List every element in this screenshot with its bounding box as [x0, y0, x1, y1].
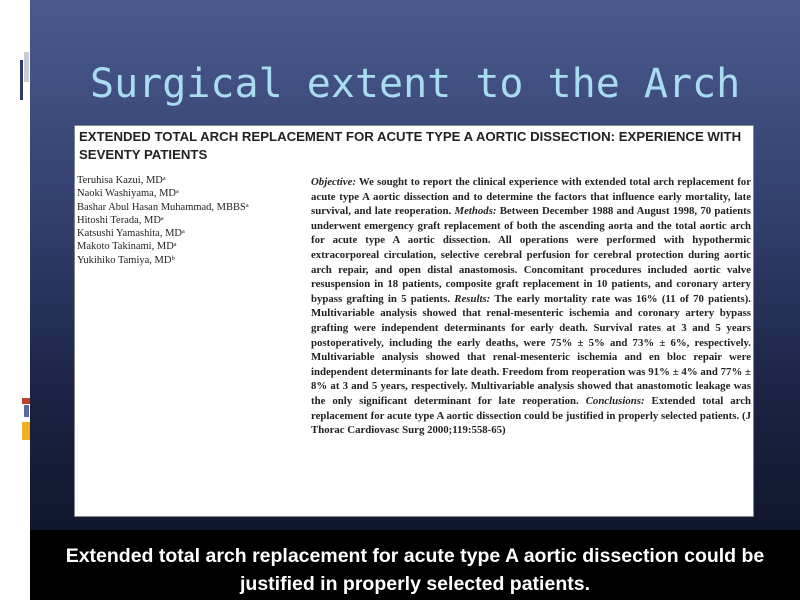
objective-text: We sought to report the clinical experience with extended total arch replacement for acute type A aortic dissection and to determine the factors that influence early mortality, late survival, and late reoperation.: [311, 176, 751, 218]
decorative-bar: [24, 405, 29, 417]
citation: (J Thorac Cardiovasc Surg 2000;119:558-65): [311, 409, 751, 437]
results-text: The early mortality rate was 16% (11 of 70 patients). Multivariable analysis showed that renal-mesenteric ischemia and coronary artery bypass grafting were independent determinants for early death. Survival rates at 3 and 5 years postoperatively, including the early deaths, were 75% ± 5% and 73% ± 6%, respectively. Multivariable analysis showed that renal-mesenteric ischemia and en bloc repair were independent determinants for late death. Freedom from reoperation was 91% ± 4% and 77% ± 8% at 3 and 5 years, respectively. Multivariable analysis showed that anastomotic leakage was the only significant determinant for late reoperation.: [311, 292, 751, 407]
methods-text: Between December 1988 and August 1998, 70 patients underwent emergency graft replacement of both the ascending aorta and the total aortic arch for acute type A aortic dissection. All operations were performed with hypothermic extracorporeal circulation, selective cerebral perfusion for cerebral protection during aortic arch repair, and open distal anastomosis. Concomitant procedures included aortic valve resuspension in 18 patients, composite graft replacement in 10 patients, and coronary artery bypass grafting in 5 patients.: [311, 205, 751, 305]
decorative-bar: [20, 60, 23, 100]
caption-text: Extended total arch replacement for acute type A aortic dissection could be justified in properly selected patients.: [65, 545, 765, 595]
author-name: Teruhisa Kazui, MDᵃ: [77, 175, 166, 186]
author-name: Hitoshi Terada, MDᵃ: [77, 214, 164, 226]
left-margin: [0, 0, 30, 600]
results-label: Results:: [454, 292, 491, 305]
slide-title: Surgical extent to the Arch: [90, 61, 741, 107]
author-name: Yukihiko Tamiya, MDᵇ: [77, 254, 175, 266]
paper-title: EXTENDED TOTAL ARCH REPLACEMENT FOR ACUTE TYPE A AORTIC DISSECTION: EXPERIENCE WITH SEVENTY PATIENTS: [79, 129, 742, 162]
objective-label: Objective:: [311, 176, 356, 188]
author-name: Katsushi Yamashita, MDᵃ: [77, 228, 185, 240]
caption-bar: [30, 530, 800, 600]
methods-label: Methods:: [454, 205, 497, 218]
decorative-bar: [22, 398, 30, 404]
author-name: Naoki Washiyama, MDᵃ: [77, 188, 179, 200]
author-name: Makoto Takinami, MDᵃ: [77, 241, 177, 253]
conclusions-label: Conclusions:: [585, 394, 645, 407]
author-list: [77, 174, 305, 267]
author-name: Bashar Abul Hasan Muhammad, MBBSᵃ: [77, 201, 249, 213]
conclusions-text: Extended total arch replacement for acute type A aortic dissection could be justified in properly selected patients.: [311, 394, 752, 422]
abstract: [311, 175, 751, 438]
decorative-bar: [24, 52, 29, 82]
decorative-bar: [22, 422, 30, 440]
paper-excerpt: [74, 125, 754, 517]
